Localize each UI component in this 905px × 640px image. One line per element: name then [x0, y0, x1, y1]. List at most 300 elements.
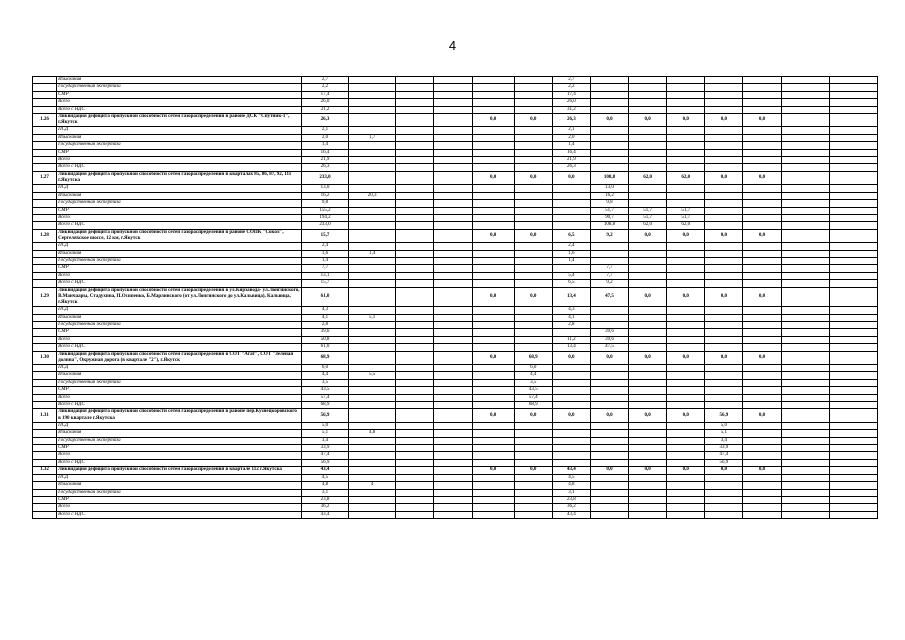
year-value-cell [434, 402, 472, 409]
year-value-cell: 0,0 [743, 171, 781, 184]
year-value-cell [743, 459, 781, 466]
blank-cell [829, 91, 877, 98]
cost-item-row [33, 222, 878, 229]
row-number-cell: 1.26 [33, 114, 57, 127]
row-number-cell [33, 185, 57, 192]
item-name-cell: Изыскания [57, 314, 302, 321]
year-value-cell [705, 127, 743, 134]
year-value-cell [590, 149, 628, 156]
year-value-cell [743, 496, 781, 503]
year-value-cell [743, 91, 781, 98]
item-name-cell: Всего [57, 452, 302, 459]
year-value-cell: 4,5 [552, 474, 590, 481]
row-number-cell: 1.31 [33, 409, 57, 422]
year-value-cell [667, 379, 705, 386]
blank-cell [829, 185, 877, 192]
year-value-cell [434, 287, 472, 307]
total-cost-cell: 33,9 [301, 445, 348, 452]
year-value-cell: 9,2 [590, 280, 628, 287]
row-number-cell [33, 489, 57, 496]
year-value-cell [705, 496, 743, 503]
blank-cell [829, 496, 877, 503]
total-cost-cell: 56,9 [301, 459, 348, 466]
item-name-cell: Государственная экспертиза [57, 84, 302, 91]
blank-cell [829, 134, 877, 141]
year-value-cell: 4,4 [514, 372, 552, 379]
year-value-cell [472, 142, 514, 149]
item-name-cell: СМР [57, 496, 302, 503]
year-value-cell [629, 200, 667, 207]
capacity-cell [349, 127, 396, 134]
year-value-cell [667, 474, 705, 481]
year-value-cell [434, 489, 472, 496]
year-value-cell [434, 106, 472, 113]
year-value-cell [396, 387, 434, 394]
year-value-cell: 0,0 [629, 229, 667, 242]
total-cost-cell: 61,0 [301, 287, 348, 307]
cost-item-row [33, 243, 878, 250]
year-value-cell [705, 307, 743, 314]
year-value-cell [514, 307, 552, 314]
year-value-cell [472, 314, 514, 321]
year-value-cell [434, 214, 472, 221]
year-value-cell [472, 127, 514, 134]
year-value-cell [396, 336, 434, 343]
row-number-cell [33, 402, 57, 409]
item-name-cell: Государственная экспертиза [57, 321, 302, 328]
year-value-cell [667, 185, 705, 192]
year-value-cell [667, 445, 705, 452]
cost-item-row [33, 200, 878, 207]
row-number-cell [33, 106, 57, 113]
year-value-cell [743, 437, 781, 444]
year-value-cell [552, 422, 590, 429]
year-value-cell [743, 365, 781, 372]
blank-cell [829, 157, 877, 164]
year-value-cell [396, 489, 434, 496]
year-value-cell [514, 344, 552, 351]
year-value-cell [396, 164, 434, 171]
blank-cell [829, 314, 877, 321]
year-value-cell [629, 157, 667, 164]
cost-item-row [33, 422, 878, 429]
item-name-cell: Государственная экспертиза [57, 200, 302, 207]
item-name-cell: СМР [57, 91, 302, 98]
total-cost-cell: 47,4 [301, 452, 348, 459]
blank-cell [829, 387, 877, 394]
year-value-cell [743, 265, 781, 272]
year-value-cell: 62,0 [667, 222, 705, 229]
year-value-cell [396, 459, 434, 466]
year-value-cell [590, 422, 628, 429]
year-value-cell [434, 127, 472, 134]
year-value-cell [396, 214, 434, 221]
year-value-cell [396, 185, 434, 192]
year-value-cell: 0,0 [514, 287, 552, 307]
cost-item-row [33, 207, 878, 214]
blank-cell [781, 77, 829, 84]
capacity-cell: 4 [349, 482, 396, 489]
year-value-cell [743, 149, 781, 156]
year-value-cell [590, 372, 628, 379]
year-value-cell [396, 250, 434, 257]
total-cost-cell: 7,7 [301, 265, 348, 272]
year-value-cell [472, 336, 514, 343]
year-value-cell [472, 77, 514, 84]
year-value-cell [743, 379, 781, 386]
blank-cell [829, 422, 877, 429]
row-number-cell [33, 379, 57, 386]
year-value-cell [514, 157, 552, 164]
year-value-cell [743, 243, 781, 250]
year-value-cell [552, 394, 590, 401]
item-name-cell: ПСД [57, 185, 302, 192]
cost-item-row [33, 99, 878, 106]
year-value-cell: 0,0 [667, 229, 705, 242]
row-number-cell: 1.27 [33, 171, 57, 184]
blank-cell [829, 379, 877, 386]
year-value-cell: 108,8 [590, 222, 628, 229]
year-value-cell [514, 314, 552, 321]
row-number-cell [33, 250, 57, 257]
year-value-cell [743, 84, 781, 91]
year-value-cell [552, 329, 590, 336]
year-value-cell [743, 214, 781, 221]
blank-cell [829, 344, 877, 351]
cost-item-row [33, 142, 878, 149]
year-value-cell [514, 452, 552, 459]
item-name-cell: Всего с НДС [57, 280, 302, 287]
year-value-cell [743, 257, 781, 264]
blank-cell [829, 257, 877, 264]
cost-item-row [33, 265, 878, 272]
year-value-cell [552, 214, 590, 221]
year-value-cell: 68,9 [514, 402, 552, 409]
year-value-cell [629, 437, 667, 444]
blank-cell [781, 459, 829, 466]
row-number-cell [33, 482, 57, 489]
year-value-cell [590, 474, 628, 481]
cost-item-row [33, 307, 878, 314]
year-value-cell: 33,9 [705, 445, 743, 452]
year-value-cell [434, 229, 472, 242]
item-name-cell: ПСД [57, 243, 302, 250]
year-value-cell [705, 200, 743, 207]
capacity-cell [349, 496, 396, 503]
blank-cell [829, 77, 877, 84]
item-name-cell: Изыскания [57, 134, 302, 141]
year-value-cell [705, 504, 743, 511]
year-value-cell [705, 134, 743, 141]
year-value-cell [667, 329, 705, 336]
capacity-cell [349, 489, 396, 496]
year-value-cell [434, 171, 472, 184]
year-value-cell [434, 114, 472, 127]
year-value-cell [590, 379, 628, 386]
year-value-cell [434, 149, 472, 156]
year-value-cell [705, 149, 743, 156]
row-number-cell [33, 214, 57, 221]
year-value-cell [434, 134, 472, 141]
year-value-cell [434, 250, 472, 257]
year-value-cell: 0,0 [472, 409, 514, 422]
row-number-cell [33, 77, 57, 84]
year-value-cell [590, 452, 628, 459]
total-cost-cell: 4,5 [301, 474, 348, 481]
blank-cell [829, 265, 877, 272]
year-value-cell [396, 504, 434, 511]
year-value-cell: 2,8 [552, 321, 590, 328]
capacity-cell [349, 142, 396, 149]
year-value-cell [396, 445, 434, 452]
year-value-cell [667, 387, 705, 394]
year-value-cell [743, 504, 781, 511]
year-value-cell [434, 409, 472, 422]
year-value-cell: 0,0 [590, 351, 628, 364]
row-number-cell [33, 192, 57, 199]
blank-cell [781, 445, 829, 452]
total-cost-cell: 15,7 [301, 280, 348, 287]
year-value-cell [514, 265, 552, 272]
year-value-cell [514, 459, 552, 466]
year-value-cell: 7,7 [590, 265, 628, 272]
year-value-cell [705, 250, 743, 257]
year-value-cell [705, 265, 743, 272]
year-value-cell: 0,0 [629, 467, 667, 474]
cost-item-row [33, 445, 878, 452]
year-value-cell [590, 164, 628, 171]
capacity-cell [349, 171, 396, 184]
cost-item-row [33, 437, 878, 444]
item-name-cell: ПСД [57, 422, 302, 429]
year-value-cell [667, 200, 705, 207]
year-value-cell [472, 272, 514, 279]
total-cost-cell: 2,8 [301, 321, 348, 328]
year-value-cell: 0,0 [472, 114, 514, 127]
capacity-cell [349, 91, 396, 98]
year-value-cell [705, 336, 743, 343]
year-value-cell: 13,0 [590, 185, 628, 192]
year-value-cell [667, 459, 705, 466]
total-cost-cell: 26,3 [301, 114, 348, 127]
year-value-cell: 0,0 [667, 467, 705, 474]
year-value-cell [590, 437, 628, 444]
year-value-cell [552, 207, 590, 214]
item-name-cell: Изыскания [57, 430, 302, 437]
year-value-cell [743, 192, 781, 199]
blank-cell [829, 192, 877, 199]
total-cost-cell: 68,9 [301, 402, 348, 409]
year-value-cell [396, 272, 434, 279]
year-value-cell [667, 134, 705, 141]
year-value-cell [629, 496, 667, 503]
year-value-cell [667, 91, 705, 98]
year-value-cell [396, 207, 434, 214]
cost-item-row [33, 164, 878, 171]
year-value-cell [743, 77, 781, 84]
year-value-cell [514, 214, 552, 221]
year-value-cell [434, 222, 472, 229]
year-value-cell [705, 344, 743, 351]
year-value-cell [472, 134, 514, 141]
year-value-cell [667, 243, 705, 250]
blank-cell [781, 106, 829, 113]
blank-cell [781, 422, 829, 429]
year-value-cell: 0,0 [705, 114, 743, 127]
blank-cell [781, 452, 829, 459]
year-value-cell [667, 157, 705, 164]
year-value-cell [590, 314, 628, 321]
year-value-cell [629, 459, 667, 466]
row-number-cell [33, 149, 57, 156]
year-value-cell [705, 214, 743, 221]
row-number-cell [33, 474, 57, 481]
item-name-cell: Всего с НДС [57, 459, 302, 466]
year-value-cell: 0,0 [743, 287, 781, 307]
blank-cell [781, 200, 829, 207]
year-value-cell [434, 467, 472, 474]
blank-cell [829, 272, 877, 279]
capacity-cell [349, 379, 396, 386]
blank-cell [781, 496, 829, 503]
year-value-cell [514, 489, 552, 496]
blank-cell [829, 307, 877, 314]
year-value-cell [396, 474, 434, 481]
year-value-cell [434, 459, 472, 466]
row-number-cell [33, 222, 57, 229]
year-value-cell [743, 329, 781, 336]
capacity-cell [349, 351, 396, 364]
capacity-cell [349, 437, 396, 444]
year-value-cell [667, 402, 705, 409]
cost-item-row [33, 321, 878, 328]
item-name-cell: СМР [57, 387, 302, 394]
year-value-cell [743, 164, 781, 171]
total-cost-cell: 17,4 [301, 91, 348, 98]
year-value-cell [743, 394, 781, 401]
cost-item-row [33, 379, 878, 386]
year-value-cell [590, 250, 628, 257]
year-value-cell [514, 127, 552, 134]
year-value-cell: 43,5 [514, 387, 552, 394]
year-value-cell [743, 134, 781, 141]
row-number-cell [33, 243, 57, 250]
year-value-cell: 26,3 [552, 164, 590, 171]
year-value-cell: 2,0 [552, 134, 590, 141]
year-value-cell [434, 504, 472, 511]
item-name-cell: Всего с НДС [57, 164, 302, 171]
year-value-cell [434, 474, 472, 481]
row-number-cell [33, 504, 57, 511]
year-value-cell [667, 321, 705, 328]
year-value-cell [514, 91, 552, 98]
year-value-cell [396, 84, 434, 91]
year-value-cell [434, 379, 472, 386]
capacity-cell [349, 511, 396, 518]
year-value-cell [434, 496, 472, 503]
blank-cell [829, 287, 877, 307]
year-value-cell [434, 157, 472, 164]
capacity-cell [349, 474, 396, 481]
item-name-cell: Изыскания [57, 77, 302, 84]
year-value-cell [434, 307, 472, 314]
year-value-cell [629, 394, 667, 401]
item-name-cell: ПСД [57, 307, 302, 314]
cost-item-row [33, 91, 878, 98]
blank-cell [829, 445, 877, 452]
year-value-cell [629, 321, 667, 328]
year-value-cell: 0,0 [514, 171, 552, 184]
year-value-cell [514, 280, 552, 287]
year-value-cell [472, 504, 514, 511]
year-value-cell [472, 430, 514, 437]
year-value-cell [514, 185, 552, 192]
capacity-cell [349, 164, 396, 171]
project-row [33, 351, 878, 364]
year-value-cell [472, 379, 514, 386]
year-value-cell [629, 250, 667, 257]
year-value-cell [743, 127, 781, 134]
year-value-cell [396, 321, 434, 328]
year-value-cell [743, 272, 781, 279]
item-name-cell: Изыскания [57, 372, 302, 379]
year-value-cell [396, 467, 434, 474]
capacity-cell [349, 229, 396, 242]
year-value-cell [514, 482, 552, 489]
year-value-cell: 0,0 [629, 114, 667, 127]
year-value-cell [396, 452, 434, 459]
year-value-cell: 6,5 [552, 280, 590, 287]
item-name-cell: Всего [57, 504, 302, 511]
year-value-cell [552, 402, 590, 409]
year-value-cell [396, 394, 434, 401]
row-number-cell [33, 437, 57, 444]
year-value-cell [472, 164, 514, 171]
year-value-cell: 90,7 [590, 214, 628, 221]
item-name-cell: Всего с НДС [57, 106, 302, 113]
year-value-cell [667, 394, 705, 401]
row-number-cell [33, 207, 57, 214]
year-value-cell: 43,4 [552, 467, 590, 474]
year-value-cell [667, 280, 705, 287]
total-cost-cell: 4,4 [301, 372, 348, 379]
total-cost-cell: 31,2 [301, 106, 348, 113]
year-value-cell [590, 511, 628, 518]
cost-item-row [33, 272, 878, 279]
year-value-cell [667, 504, 705, 511]
year-value-cell [472, 91, 514, 98]
year-value-cell: 9,2 [590, 229, 628, 242]
year-value-cell [705, 379, 743, 386]
year-value-cell: 17,4 [552, 91, 590, 98]
year-value-cell [396, 365, 434, 372]
year-value-cell [590, 106, 628, 113]
year-value-cell [514, 272, 552, 279]
year-value-cell [667, 430, 705, 437]
year-value-cell [667, 365, 705, 372]
capacity-cell [349, 243, 396, 250]
blank-cell [829, 200, 877, 207]
year-value-cell: 0,0 [743, 229, 781, 242]
year-value-cell [514, 99, 552, 106]
year-value-cell [705, 77, 743, 84]
blank-cell [781, 280, 829, 287]
year-value-cell: 0,0 [472, 229, 514, 242]
year-value-cell: 0,0 [629, 409, 667, 422]
year-value-cell [705, 280, 743, 287]
blank-cell [781, 250, 829, 257]
capacity-cell [349, 157, 396, 164]
